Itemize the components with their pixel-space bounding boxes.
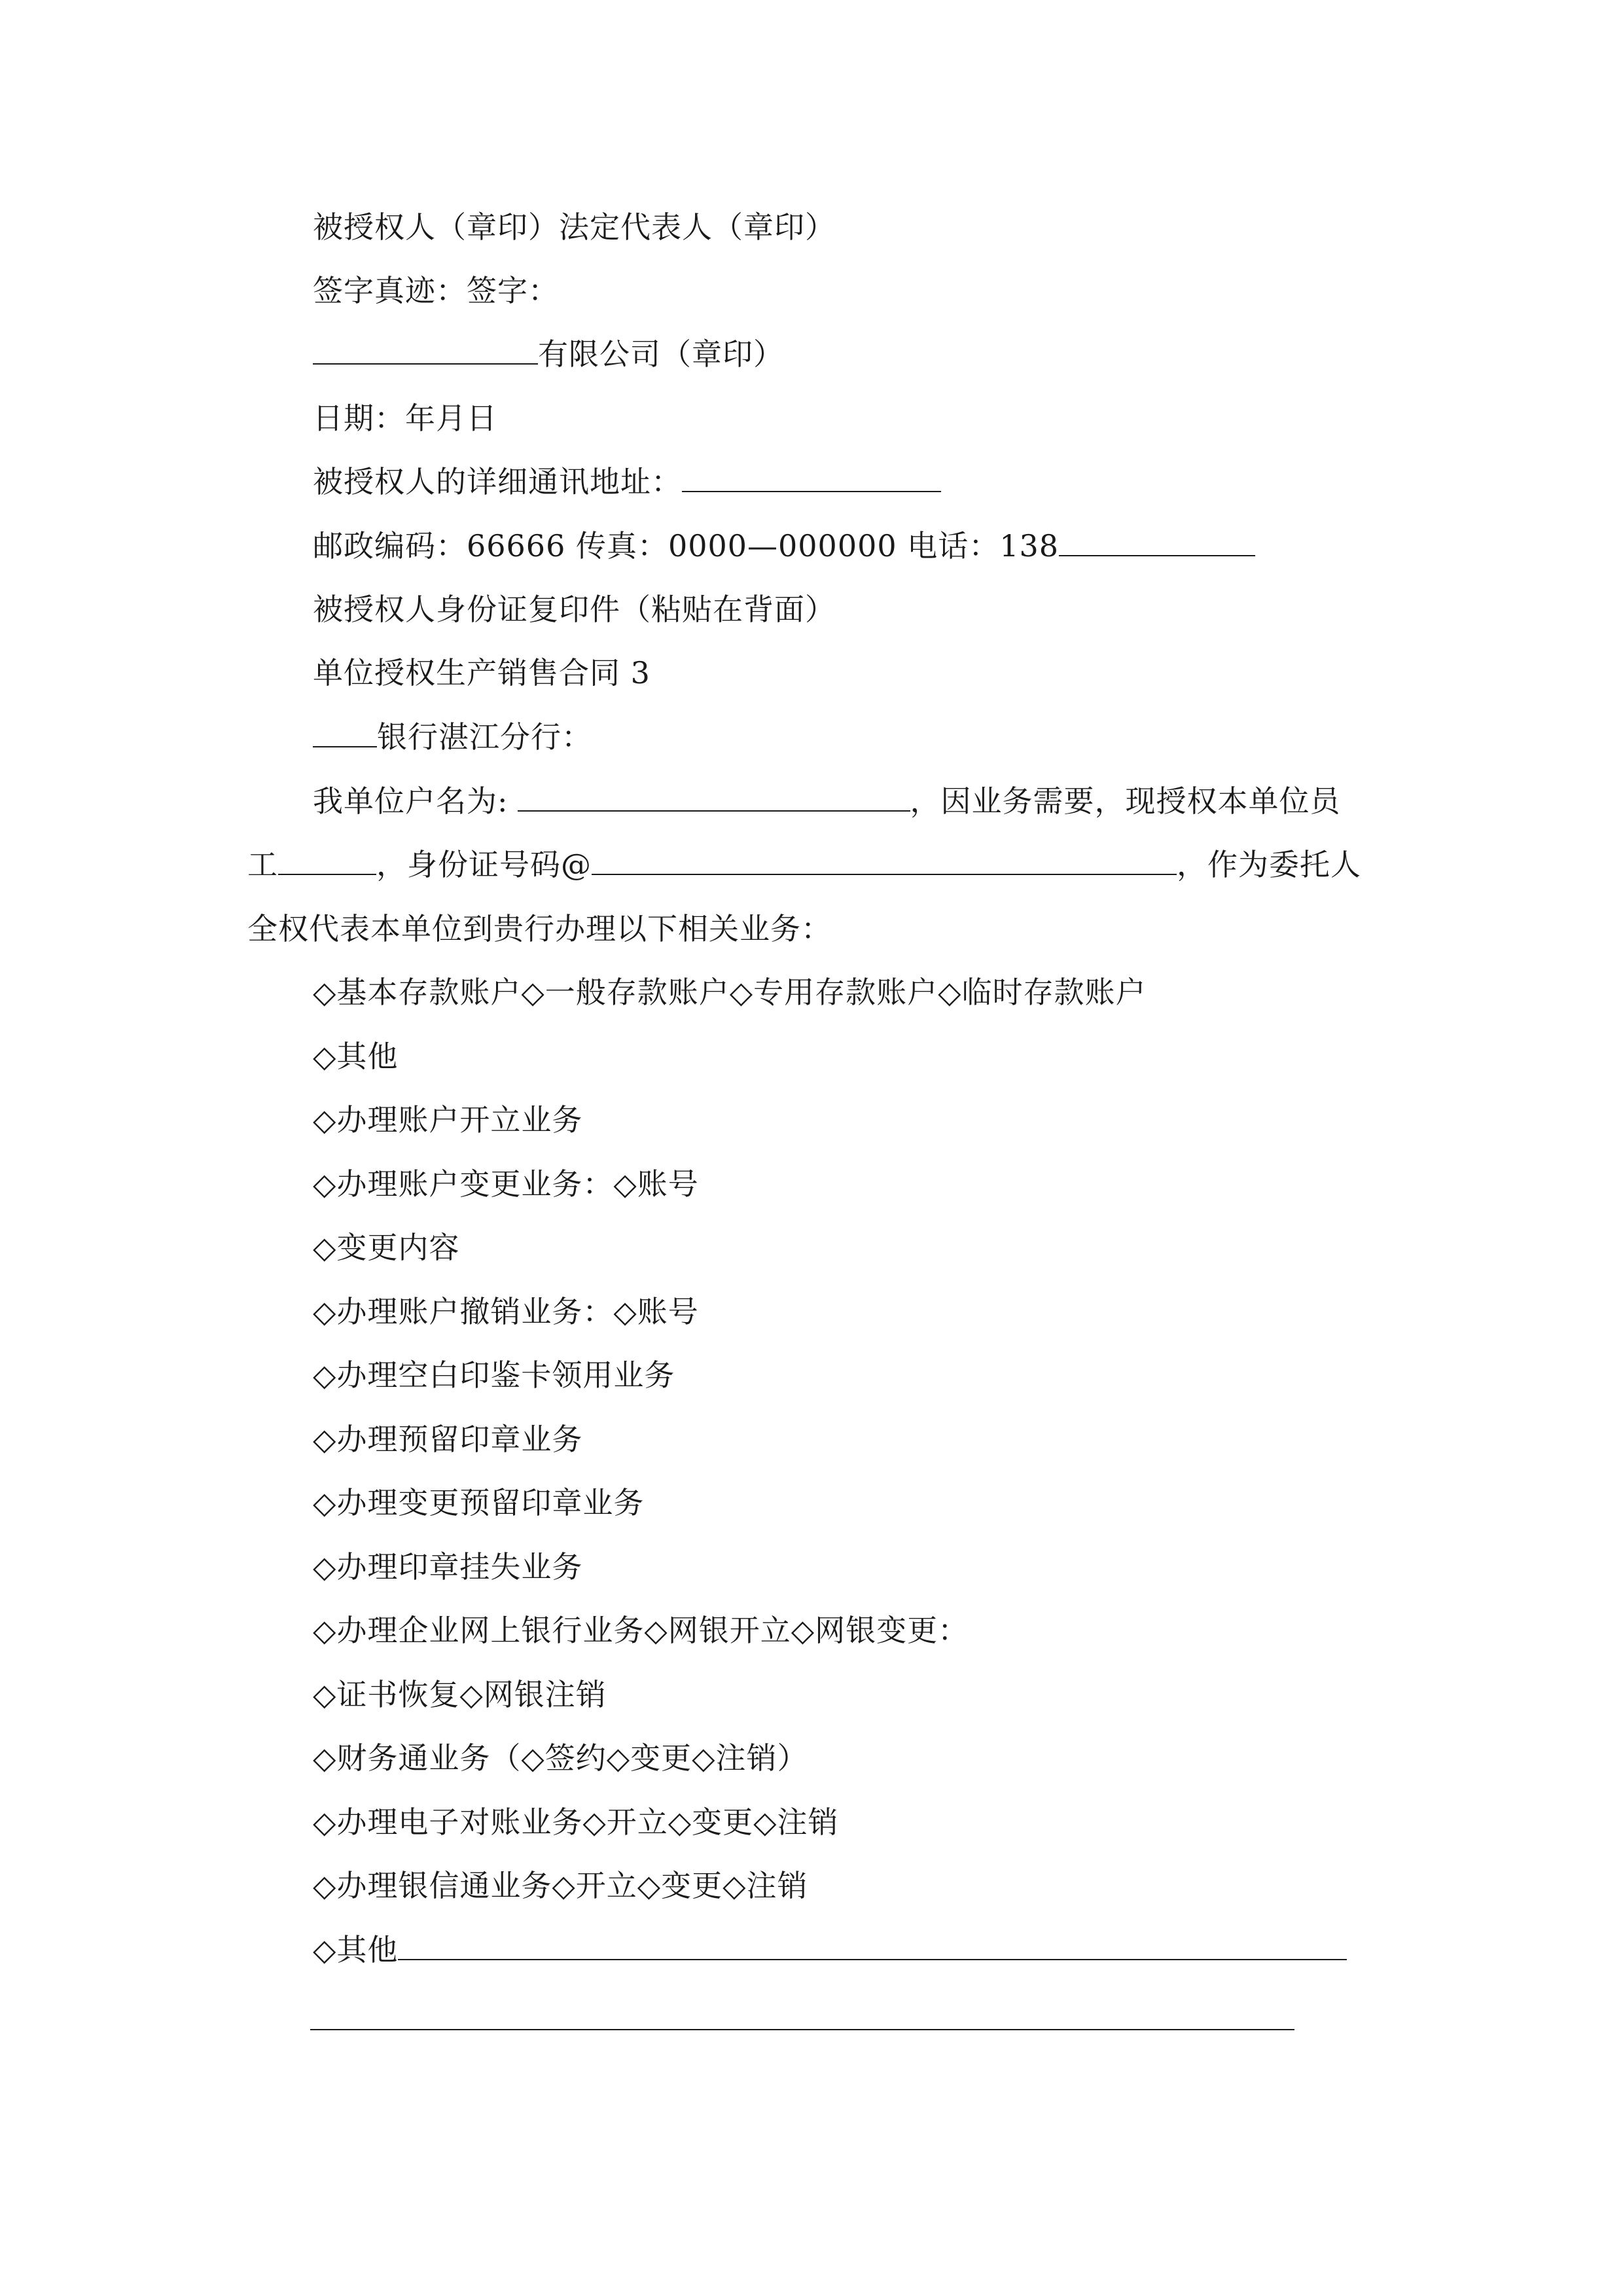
option-other-account (313, 1037, 398, 1076)
blank-line-continuation (310, 2029, 1294, 2030)
blank-address (682, 462, 941, 492)
option-bank-info-service (313, 1866, 808, 1905)
blank-id-number (592, 845, 1177, 875)
text: 日期：年月日 (313, 401, 497, 436)
authorization-scope-line (247, 909, 832, 948)
bank-branch-line (313, 717, 592, 757)
company-seal-line (313, 334, 784, 374)
text: ◇办理账户变更业务：◇账号 (313, 1166, 699, 1202)
text: ◇其他 (313, 1039, 399, 1074)
text: 被授权人的详细通讯地址： (313, 464, 682, 499)
text: 单位授权生产销售合同 3 (313, 655, 651, 691)
text: ◇办理预留印章业务 (313, 1422, 583, 1457)
blank-bank-name (313, 717, 377, 747)
text: ◇证书恢复◇网银注销 (313, 1677, 607, 1712)
text: ◇办理空白印鉴卡领用业务 (313, 1357, 675, 1393)
account-type-options (313, 973, 1147, 1012)
text: ◇其他 (313, 1932, 399, 1967)
text: ◇办理电子对账业务◇开立◇变更◇注销 (313, 1804, 839, 1840)
option-online-banking (313, 1611, 969, 1650)
text: 工 (247, 847, 278, 882)
id-copy-line (313, 590, 836, 629)
option-open-account (313, 1100, 582, 1139)
blank-phone (1059, 526, 1255, 556)
option-change-account (313, 1164, 699, 1204)
blank-company-name (313, 334, 538, 365)
address-line (313, 462, 941, 501)
option-seal-loss (313, 1547, 582, 1587)
text: 签字真迹：签字： (313, 273, 559, 308)
contact-line (313, 526, 1255, 565)
text: 被授权人（章印）法定代表人（章印） (313, 209, 836, 245)
blank-other (398, 1930, 1347, 1960)
text: ，因业务需要，现授权本单位员 (910, 783, 1341, 819)
text: 我单位户名为: (313, 783, 508, 819)
blank-employee-name (278, 845, 376, 875)
text: 银行湛江分行： (377, 719, 592, 755)
text: 被授权人身份证复印件（粘贴在背面） (313, 592, 836, 627)
text: ◇办理账户开立业务 (313, 1102, 583, 1138)
text: ◇基本存款账户◇一般存款账户◇专用存款账户◇临时存款账户 (313, 975, 1147, 1010)
signature-line (313, 271, 559, 310)
text: 全权代表本单位到贵行办理以下相关业务： (247, 911, 832, 946)
blank-account-name (518, 781, 910, 812)
option-seal-card (313, 1355, 675, 1395)
text: ◇办理变更预留印章业务 (313, 1485, 645, 1520)
option-reserve-seal (313, 1420, 582, 1459)
option-other (313, 1930, 1347, 1969)
text: ◇办理账户撤销业务：◇账号 (313, 1294, 699, 1329)
option-certificate (313, 1675, 607, 1714)
option-close-account (313, 1292, 699, 1331)
text: ◇办理银信通业务◇开立◇变更◇注销 (313, 1868, 808, 1903)
option-e-reconciliation (313, 1803, 839, 1842)
text: 邮政编码：66666 传真：0000—000000 电话：138 (313, 528, 1060, 564)
option-change-seal (313, 1483, 644, 1522)
section-title (313, 653, 651, 692)
text: ，身份证号码@ (376, 847, 592, 882)
option-change-content (313, 1228, 459, 1267)
text: ◇变更内容 (313, 1230, 460, 1265)
text: 有限公司（章印） (538, 336, 784, 372)
account-name-line (313, 781, 1341, 821)
option-finance-service (313, 1738, 808, 1778)
authorized-person-seal-line (313, 207, 836, 247)
date-line (313, 399, 497, 438)
text: ◇财务通业务（◇签约◇变更◇注销） (313, 1740, 808, 1776)
text: ◇办理企业网上银行业务◇网银开立◇网银变更： (313, 1613, 969, 1648)
employee-id-line (247, 845, 1361, 884)
text: ◇办理印章挂失业务 (313, 1549, 583, 1585)
text: ，作为委托人 (1177, 847, 1361, 882)
